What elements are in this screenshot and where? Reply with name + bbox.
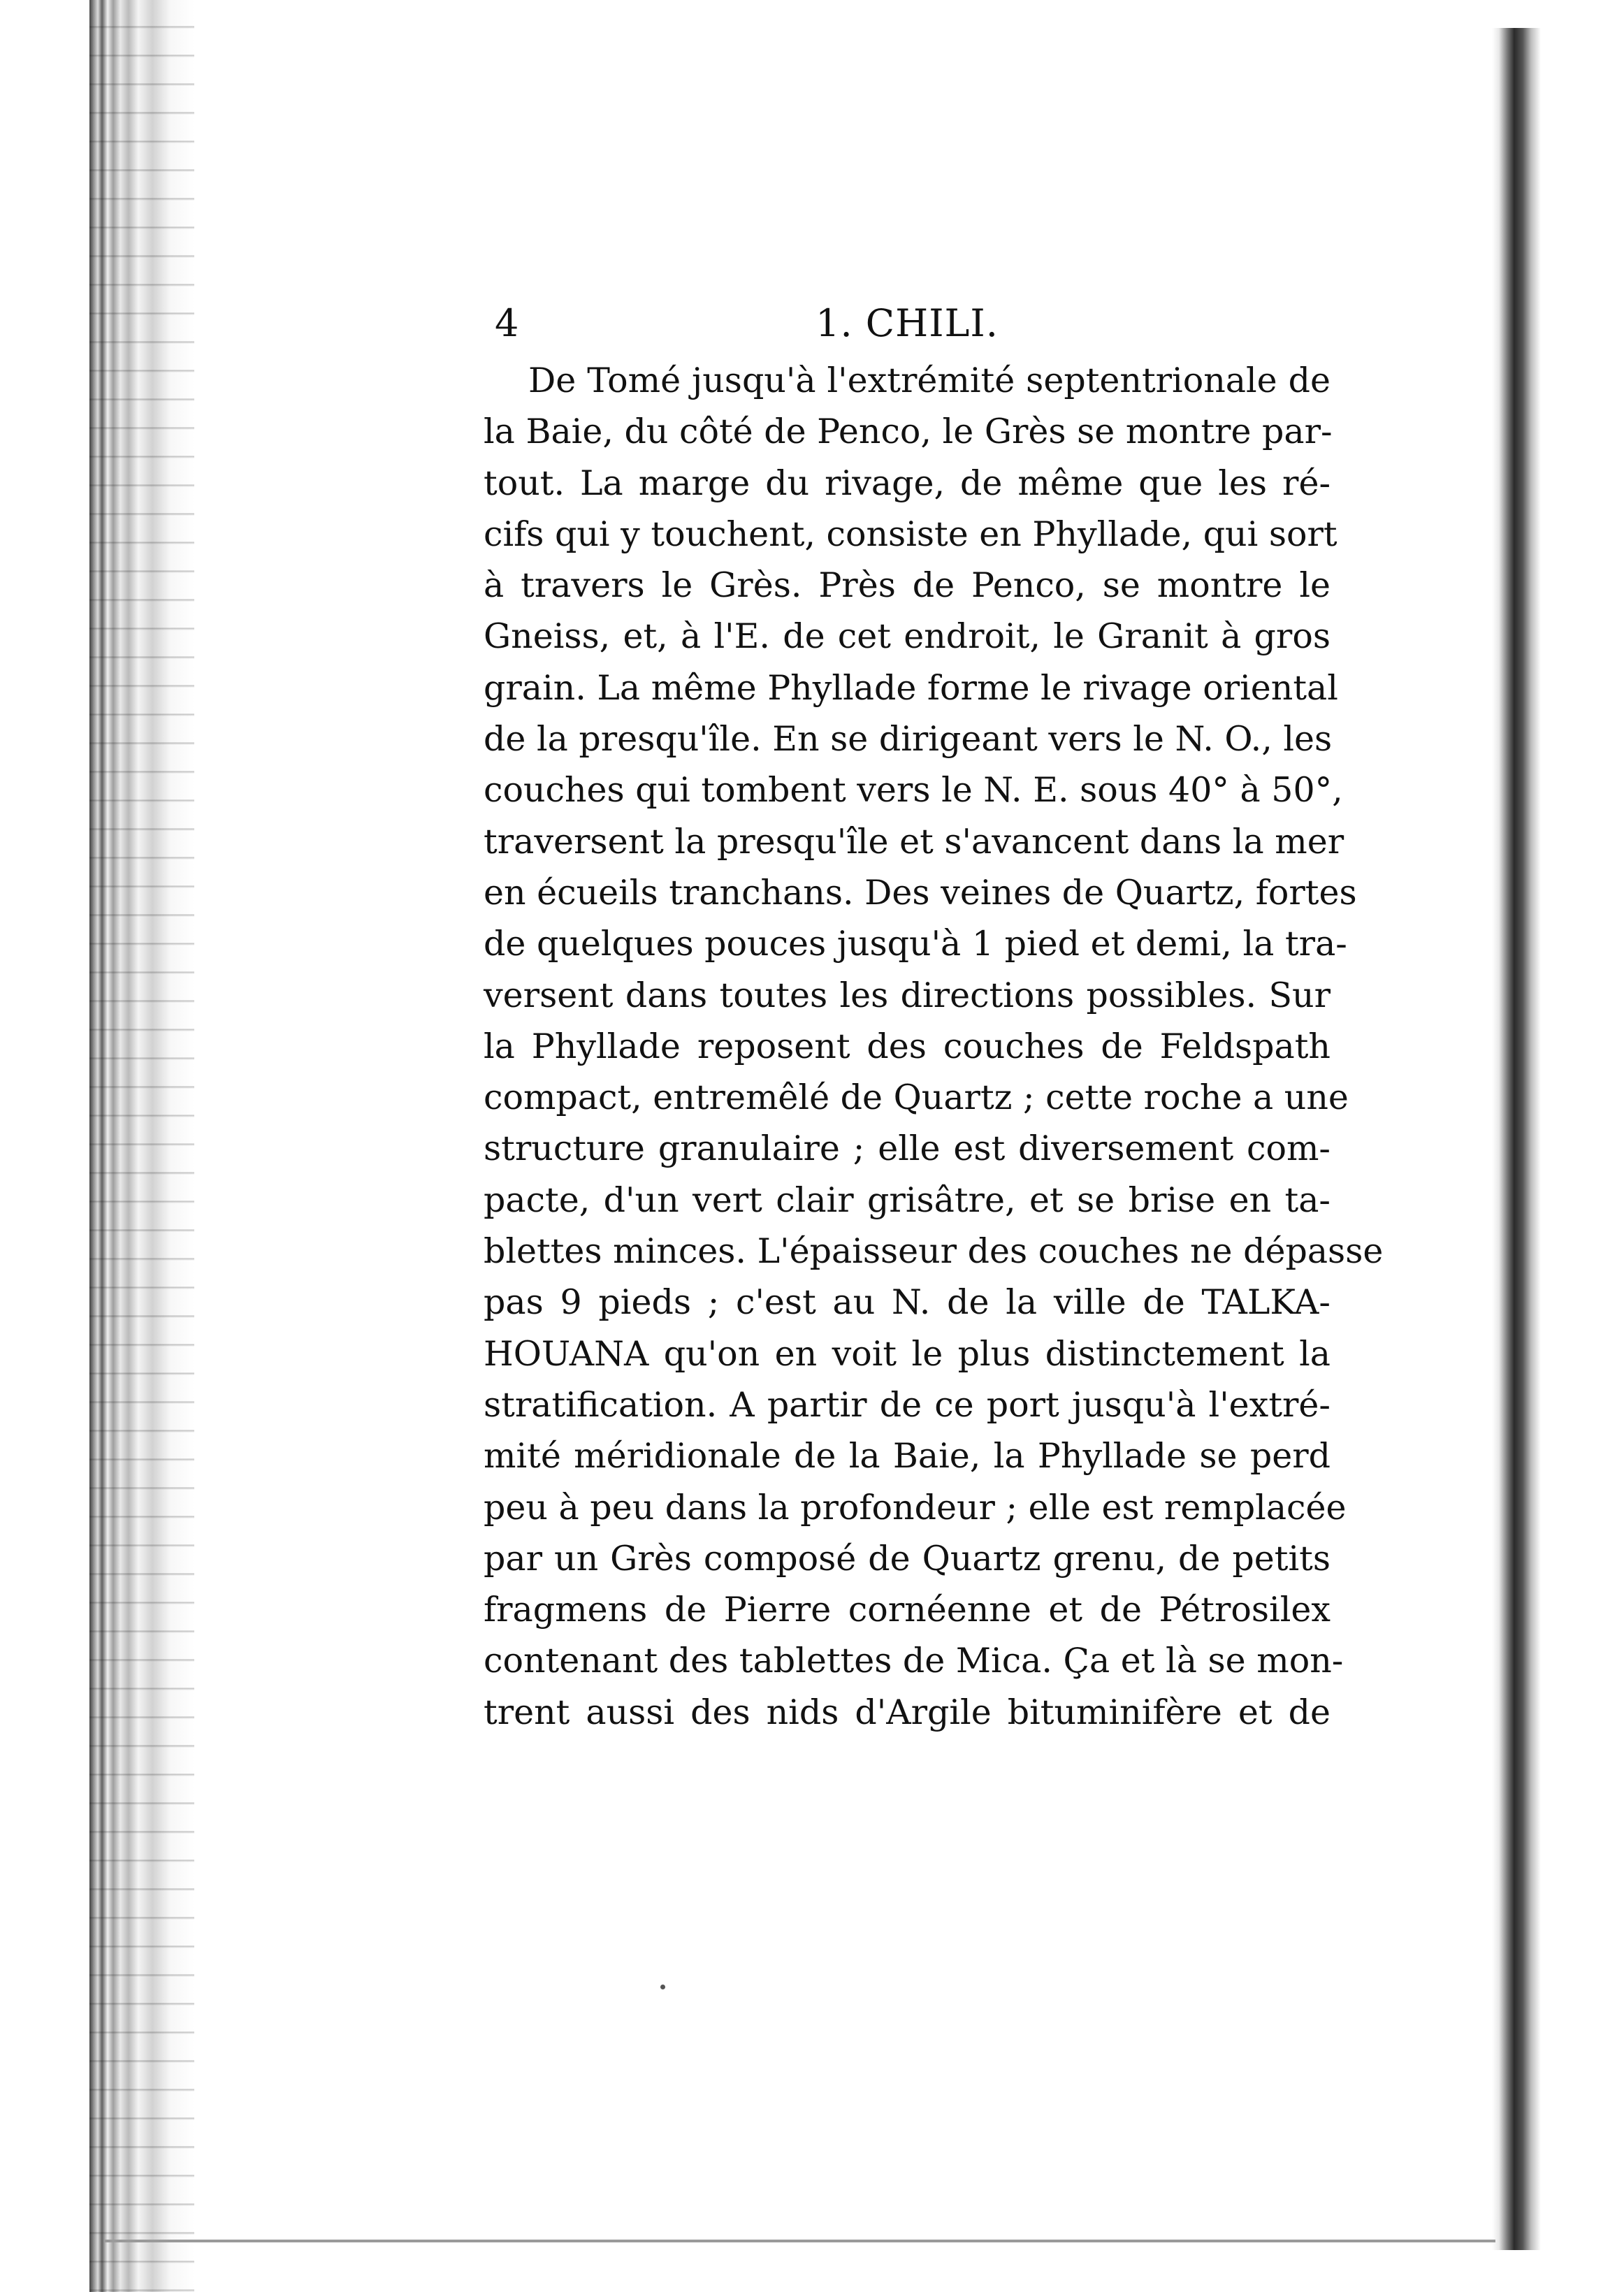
- chapter-title: 1. CHILI.: [815, 301, 999, 345]
- text-line: tout. La marge du rivage, de même que les ré-: [484, 463, 1331, 503]
- text-line: De Tomé jusqu'à l'extrémité septentrionale de: [528, 361, 1331, 400]
- text-line: grain. La même Phyllade forme le rivage oriental: [484, 667, 1338, 708]
- text-line: compact, entremêlé de Quartz ; cette roche a une: [484, 1078, 1349, 1118]
- text-block: [484, 292, 1384, 1738]
- text-line: versent dans toutes les directions possibles. Sur: [484, 975, 1331, 1015]
- text-line: la Baie, du côté de Penco, le Grès se montre par-: [484, 412, 1333, 452]
- text-line: par un Grès composé de Quartz grenu, de petits: [484, 1538, 1331, 1579]
- body-paragraph: [484, 355, 1384, 1738]
- running-head: [484, 292, 1331, 355]
- text-line: fragmens de Pierre cornéenne et de Pétrosilex: [484, 1590, 1331, 1630]
- text-line: traversent la presqu'île et s'avancent dans la mer: [484, 821, 1344, 862]
- text-line: la Phyllade reposent des couches de Feldspath: [484, 1026, 1331, 1066]
- text-line: contenant des tablettes de Mica. Ça et là se mon-: [484, 1641, 1344, 1681]
- text-line: mité méridionale de la Baie, la Phyllade se perd: [484, 1436, 1331, 1477]
- text-line: blettes minces. L'épaisseur des couches ne dépasse: [484, 1231, 1384, 1272]
- text-line: en écueils tranchans. Des veines de Quartz, fortes: [484, 872, 1357, 913]
- text-line: à travers le Grès. Près de Penco, se montre le: [484, 565, 1331, 606]
- text-line: trent aussi des nids d'Argile bituminifère et de: [484, 1692, 1331, 1732]
- text-line: structure granulaire ; elle est diversement com-: [484, 1129, 1331, 1169]
- text-line: cifs qui y touchent, consiste en Phyllade, qui sort: [484, 514, 1337, 554]
- text-line: de la presqu'île. En se dirigeant vers le N. O., les: [484, 719, 1333, 760]
- page-bottom-edge: [105, 2240, 1495, 2242]
- page-fore-edge: [1492, 28, 1541, 2250]
- text-line: peu à peu dans la profondeur ; elle est remplacée: [484, 1487, 1347, 1528]
- page-number: 4: [495, 301, 519, 345]
- text-line: couches qui tombent vers le N. E. sous 40° à 50°,: [484, 770, 1343, 811]
- text-line: stratification. A partir de ce port jusqu'à l'extré-: [484, 1384, 1331, 1425]
- text-line: Gneiss, et, à l'E. de cet endroit, le Granit à gros: [484, 616, 1331, 657]
- text-line: pas 9 pieds ; c'est au N. de la ville de TALKA-: [484, 1282, 1331, 1323]
- binding-edge: [89, 0, 194, 2292]
- ink-speck: [660, 1985, 665, 1989]
- text-line: HOUANA qu'on en voit le plus distinctement la: [484, 1333, 1331, 1374]
- text-line: pacte, d'un vert clair grisâtre, et se brise en ta-: [484, 1180, 1331, 1220]
- text-line: de quelques pouces jusqu'à 1 pied et demi, la tra-: [484, 924, 1347, 964]
